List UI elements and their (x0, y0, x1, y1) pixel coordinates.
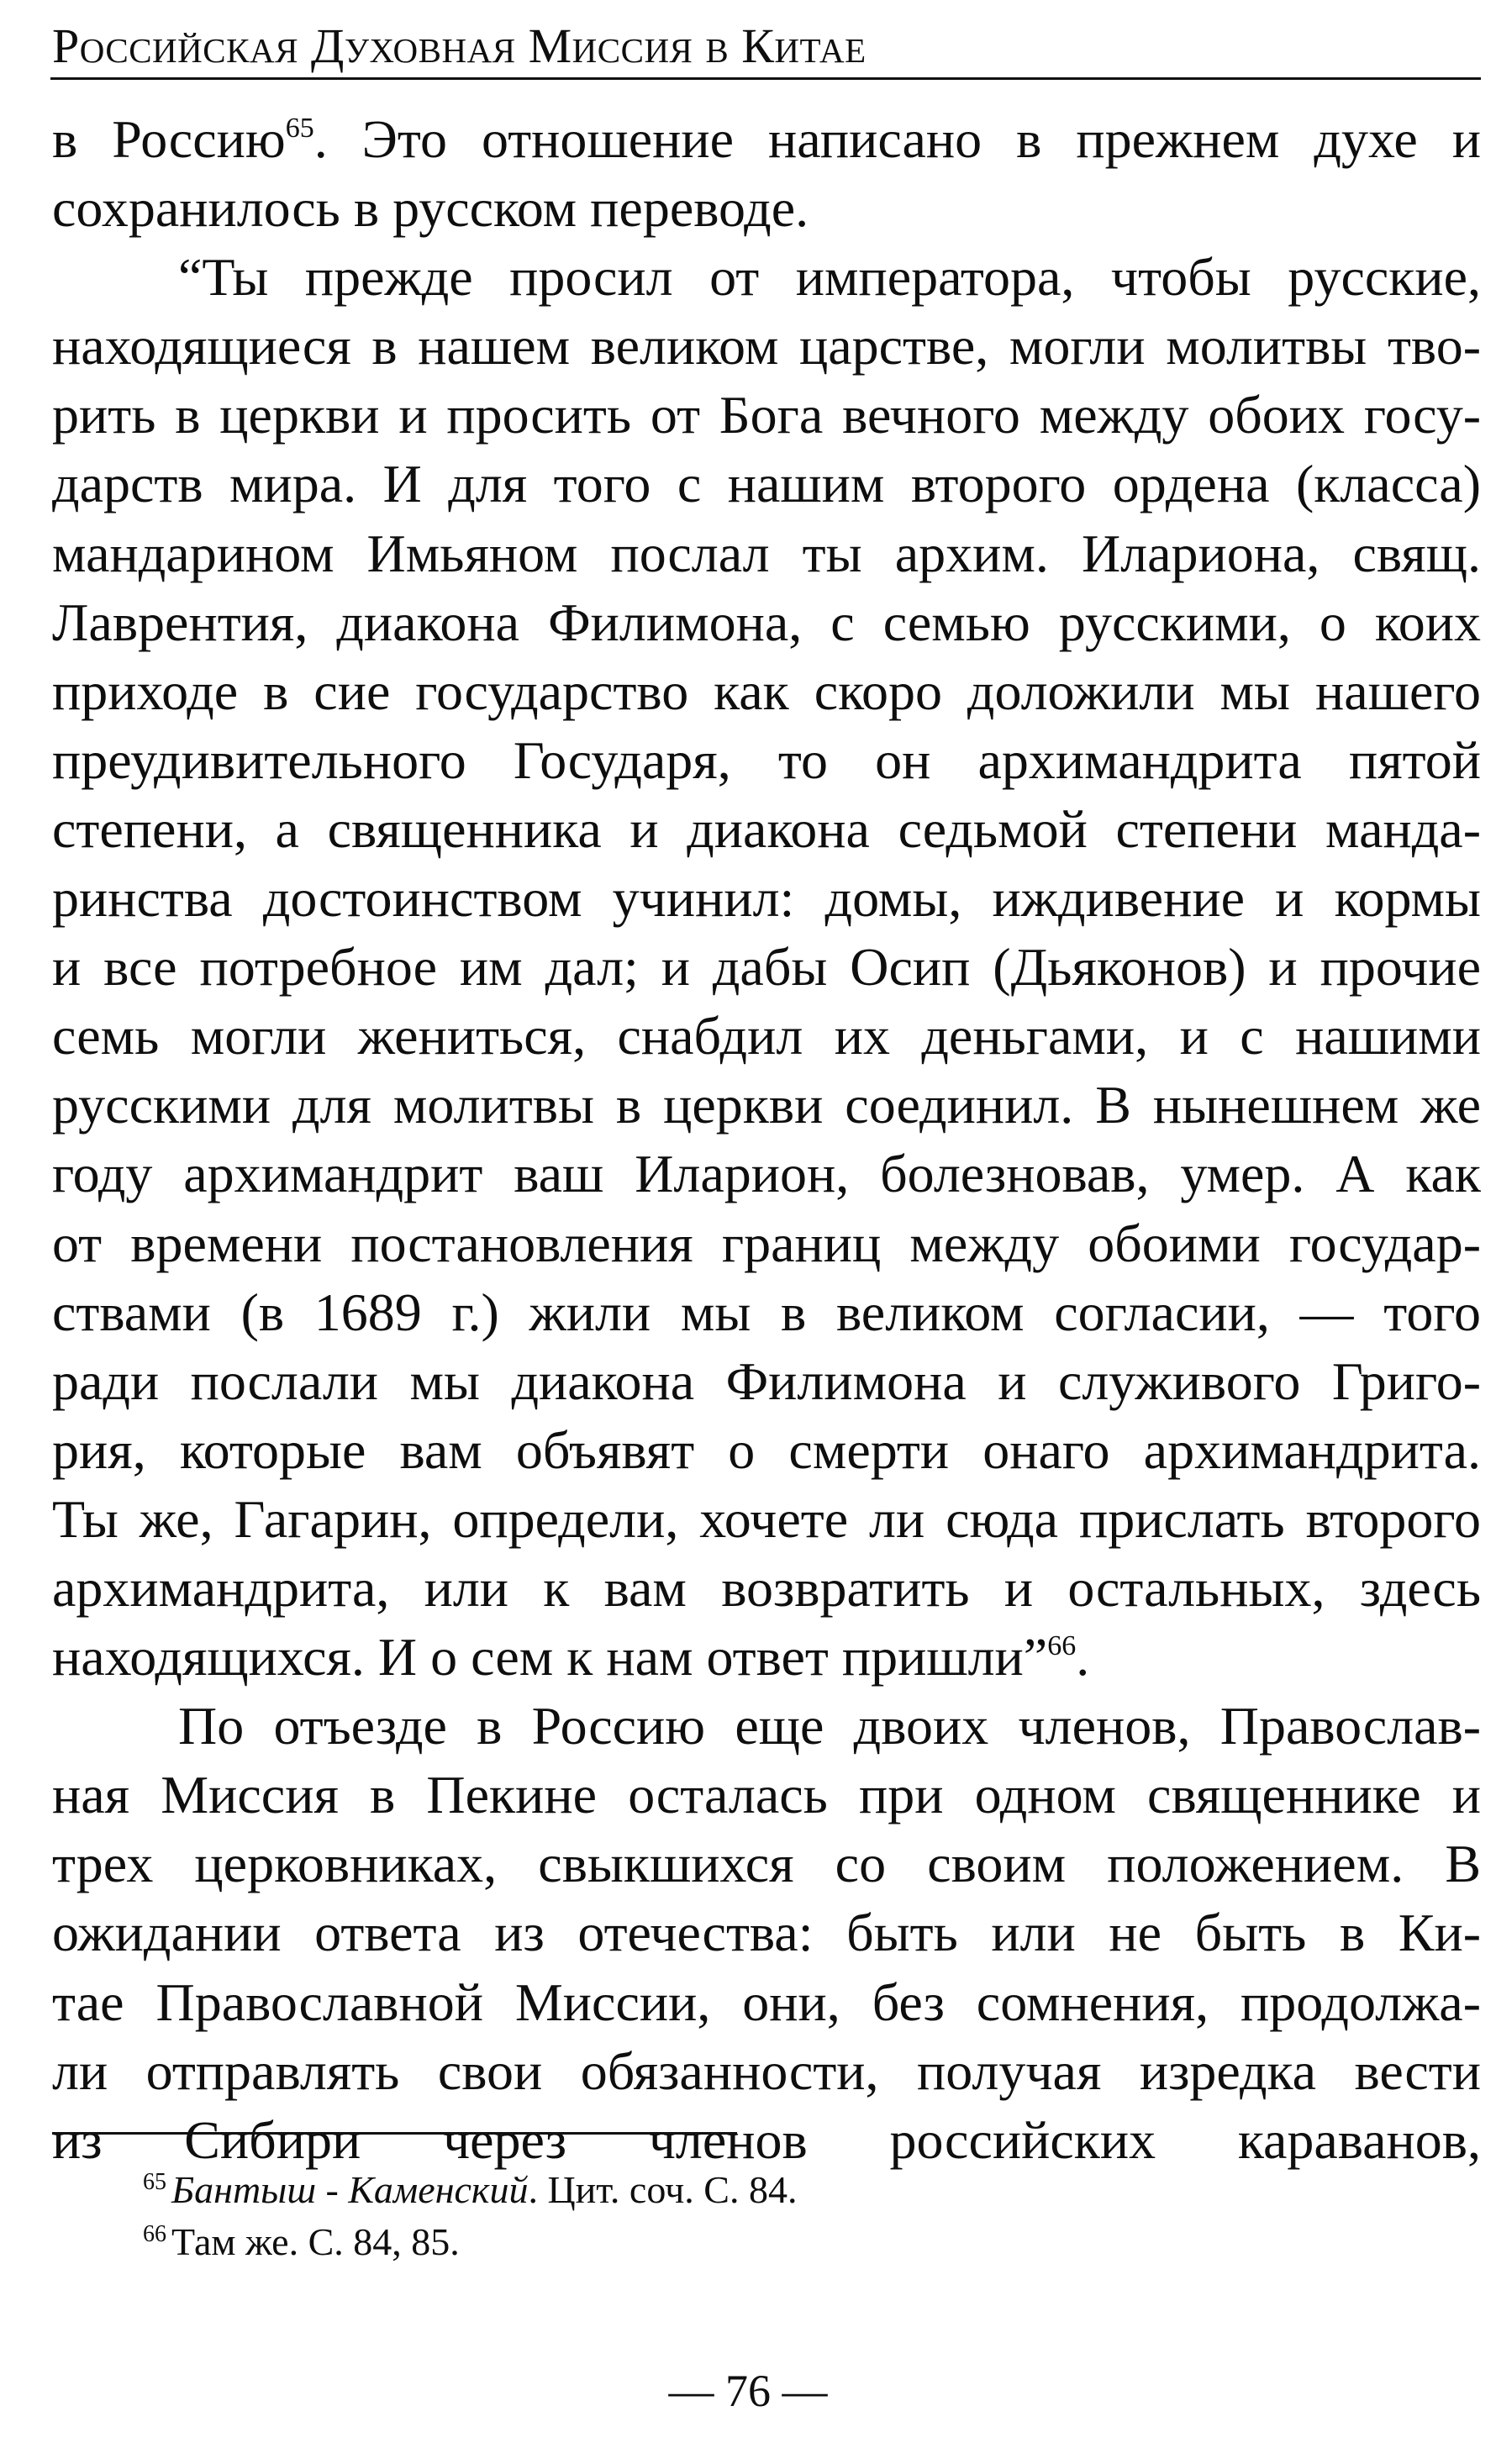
line-text: рия, которые вам объявят о смерти онаго архимандрита. (52, 1419, 1481, 1480)
line-text: ожидании ответа из отечества: быть или не быть в Ки- (52, 1903, 1481, 1963)
line-text: рить в церкви и просить от Бога вечного между обоих госу- (52, 385, 1481, 445)
line-text: приходе в сие государство как скоро доложили мы нашего (52, 661, 1481, 721)
text-line (52, 588, 1481, 657)
text-line (52, 1554, 1481, 1623)
text-line (52, 1761, 1481, 1830)
line-text: из Сибири через членов российских караванов, (52, 2109, 1481, 2170)
line-text: Лаврентия, диакона Филимона, с семью русскими, о коих (52, 592, 1481, 652)
line-text: мандарином Имьяном послал ты архим. Илариона, свящ. (52, 523, 1481, 583)
line-text: Ты же, Гагарин, определи, хочете ли сюда прислать второго (52, 1488, 1481, 1549)
line-text: ли отправлять свои обязанности, получая изредка вести (52, 2040, 1481, 2101)
footnote-reference: 66 (1047, 1630, 1077, 1662)
text-line (52, 1968, 1481, 2037)
text-line (52, 2037, 1481, 2106)
line-text: трех церковниках, свыкшихся со своим положением. В (52, 1834, 1481, 1894)
footnotes (143, 2164, 1404, 2268)
footnote-text: Там же. С. 84, 85. (171, 2220, 460, 2263)
line-text: “Ты прежде просил от императора, чтобы русские, (178, 247, 1481, 308)
line-text-continued: . Это отношение написано в прежнем духе и (313, 109, 1481, 169)
line-text: ствами (в 1689 г.) жили мы в великом согласии, — того (52, 1282, 1481, 1342)
line-text: находящиеся в нашем великом царстве, могли молитвы тво- (52, 316, 1481, 376)
line-text: преудивительного Государя, то он архимандрита пятой (52, 729, 1481, 790)
line-text: сохранилось в русском переводе. (52, 178, 809, 239)
text-line (52, 105, 1481, 174)
line-text: в Россию (52, 109, 286, 169)
line-text: По отъезде в Россию еще двоих членов, Православ- (178, 1696, 1481, 1756)
line-text: архимандрита, или к вам возвратить и остальных, здесь (52, 1557, 1481, 1618)
line-text: семь могли жениться, снабдил их деньгами, и с нашими (52, 1006, 1481, 1066)
text-line (52, 933, 1481, 1002)
footnote-reference: 65 (285, 113, 314, 144)
text-line (52, 1140, 1481, 1208)
footnote-number: 65 (143, 2169, 166, 2195)
line-text: году архимандрит ваш Иларион, болезновав, умер. А как (52, 1144, 1481, 1204)
line-text-continued: . (1076, 1627, 1090, 1687)
line-text: от времени постановления границ между обоими государ- (52, 1213, 1481, 1273)
footnote-65 (143, 2164, 1404, 2216)
line-text: степени, а священника и диакона седьмой степени манда- (52, 798, 1481, 859)
footnote-rule (52, 2132, 737, 2135)
text-line (52, 1002, 1481, 1071)
line-text: и все потребное им дал; и дабы Осип (Дьяконов) и прочие (52, 937, 1481, 998)
text-line (52, 1485, 1481, 1554)
line-text: находящихся. И о сем к нам ответ пришли” (52, 1627, 1048, 1687)
text-line (52, 450, 1481, 519)
footnote-author: Бантыш - Каменский (171, 2168, 529, 2211)
header-rule (50, 77, 1481, 80)
text-line (52, 795, 1481, 864)
line-text: дарств мира. И для того с нашим второго ордена (класса) (52, 454, 1481, 514)
text-line (52, 726, 1481, 795)
text-line (52, 1278, 1481, 1347)
text-line (52, 174, 1481, 243)
text-line (52, 864, 1481, 933)
line-text: русскими для молитвы в церкви соединил. В нынешнем же (52, 1075, 1481, 1135)
text-line (52, 1623, 1481, 1692)
text-line (52, 312, 1481, 381)
text-line (52, 1347, 1481, 1416)
text-line (52, 519, 1481, 588)
line-text: ная Миссия в Пекине осталась при одном священнике и (52, 1765, 1481, 1825)
text-line (52, 1209, 1481, 1278)
running-head: Российская Духовная Миссия в Китае (52, 18, 867, 73)
text-line (52, 1071, 1481, 1140)
text-line (52, 243, 1481, 312)
text-line (52, 1898, 1481, 1967)
footnote-text: . Цит. соч. С. 84. (528, 2168, 798, 2211)
text-line (52, 1692, 1481, 1761)
text-line (52, 657, 1481, 726)
line-text: ради послали мы диакона Филимона и служивого Григо- (52, 1350, 1481, 1411)
body-text (52, 105, 1481, 2175)
text-line (52, 1830, 1481, 1898)
page-number: — 76 — (668, 2366, 828, 2416)
footnote-number: 66 (143, 2221, 166, 2247)
text-line (52, 381, 1481, 450)
line-text: ринства достоинством учинил: домы, иждивение и кормы (52, 868, 1481, 929)
line-text: тае Православной Миссии, они, без сомнения, продолжа- (52, 1972, 1481, 2032)
text-line (52, 1416, 1481, 1485)
footnote-66 (143, 2216, 1404, 2268)
